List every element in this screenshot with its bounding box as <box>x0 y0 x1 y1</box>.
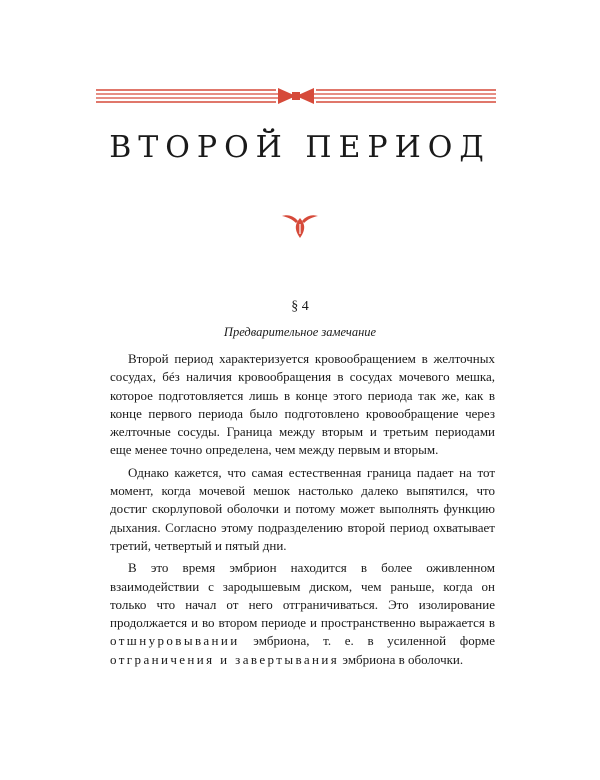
floral-vignette-icon <box>280 212 320 240</box>
section-title: Предварительное замечание <box>223 325 377 339</box>
chapter-title: ВТОРОЙ ПЕРИОД <box>109 130 491 165</box>
red-double-rule-ornament <box>96 86 496 106</box>
paragraph-text: В это время эмбрион находится в более оживленном взаимодействии с зародышевым диском, чем раньше, когда он только что начал от него отграничиваться. Это изолирование продолжается и во втором периоде и пространственно выражается в <box>110 560 495 631</box>
body-text <box>110 350 495 673</box>
paragraph: Второй период характеризуется кровообращением в желточных сосудах, бéз наличия кровообращения в сосудах мочевого мешка, которое подготовляется лишь в конце этого периода так же, как в конце первого периода было подготовлено кровообращение через желточные сосуды. Граница между вторым и третьим периодами еще менее точно определена, чем между первым и вторым. <box>110 351 495 458</box>
emphasized-term: отграничения и завертывания <box>110 651 340 667</box>
paragraph <box>110 559 495 669</box>
paragraph-text: эмбриона, т. е. в усиленной форме <box>239 633 495 649</box>
paragraph-text: эмбриона в оболочки. <box>339 651 464 667</box>
paragraph: Однако кажется, что самая естественная граница падает на тот момент, когда мочевой мешок настолько далеко выпятился, что достиг скорлуповой оболочки и потому может выполнять функцию дыхания. Согласно этому подразделению второй период охватывает третий, четвертый и пятый дни. <box>110 464 495 553</box>
section-number: § 4 <box>291 299 309 314</box>
emphasized-term: отшнуровывании <box>110 633 240 649</box>
